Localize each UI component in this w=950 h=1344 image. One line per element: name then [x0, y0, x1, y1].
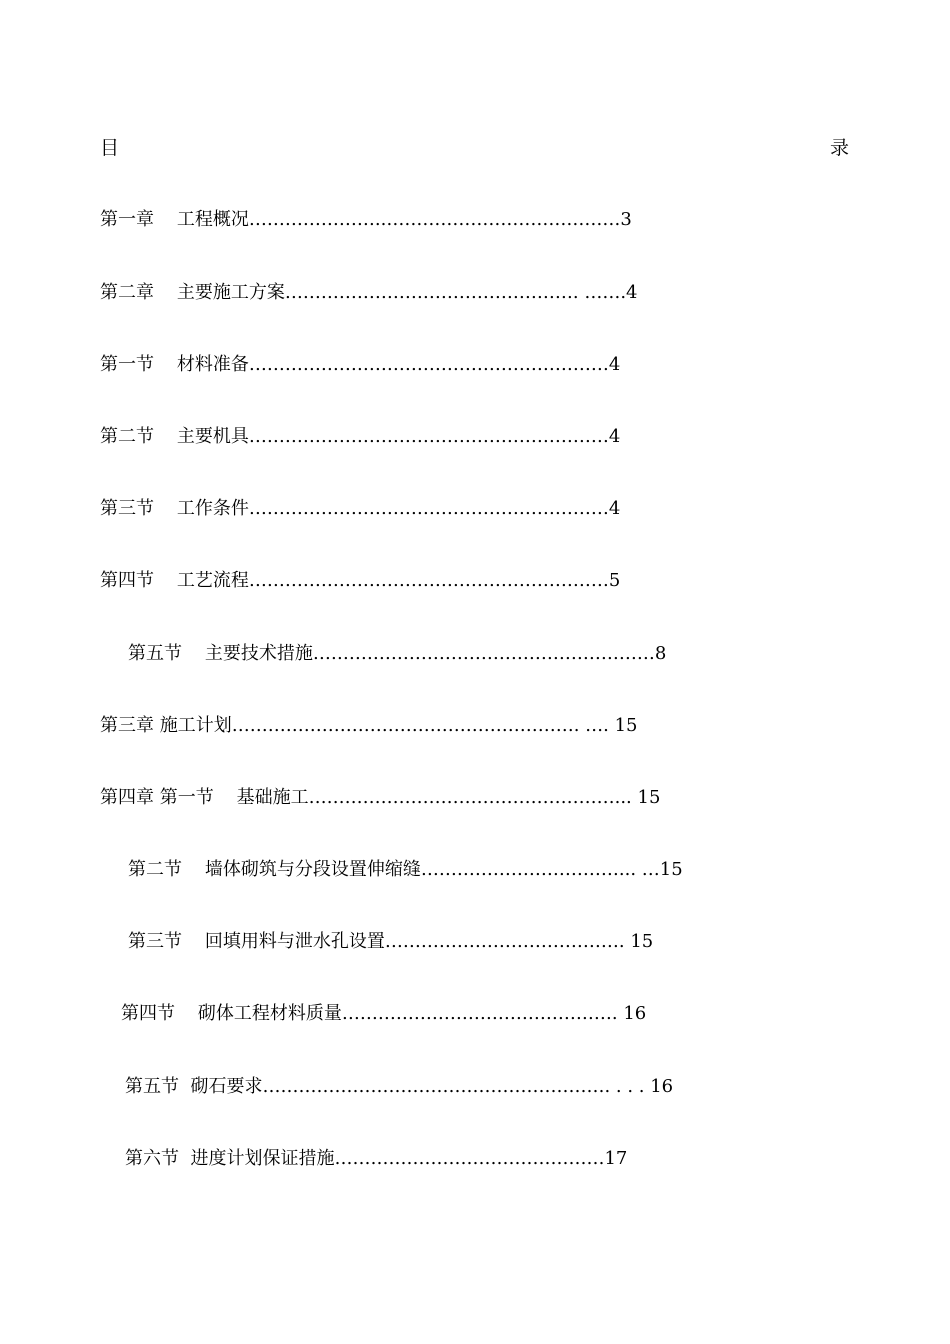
toc-entry-section-2: 第二节 主要机具……………………………………………………4	[100, 426, 621, 447]
toc-entry-chapter-4-section-2: 第二节 墙体砌筑与分段设置伸缩缝……………………………... …15	[128, 859, 683, 880]
toc-entry-chapter-1: 第一章 工程概况…………………..…………………………………3	[100, 209, 632, 230]
toc-entry-chapter-4-section-5: 第五节 砌石要求…………………………………………………. . . . 16	[125, 1076, 674, 1097]
toc-entry-chapter-4-section-4: 第四节 砌体工程材料质量………………………………………. 16	[121, 1003, 647, 1024]
toc-entry-section-3: 第三节 工作条件……………………………………………………4	[100, 498, 621, 519]
toc-entry-section-4: 第四节 工艺流程……………………………………………………5	[100, 570, 621, 591]
toc-entry-section-5: 第五节 主要技术措施…………………………………………………8	[128, 643, 667, 664]
toc-heading-right: 录	[830, 137, 850, 159]
toc-entry-chapter-4-section-6: 第六节 进度计划保证措施………………………………………17	[125, 1148, 628, 1169]
toc-entry-chapter-2: 第二章 主要施工方案…………………………………………. …….4	[100, 282, 638, 303]
toc-entry-section-1: 第一节 材料准备……………………………………………………4	[100, 354, 621, 375]
toc-entry-chapter-4-section-3: 第三节 回填用料与泄水孔设置…………………………………. 15	[128, 931, 654, 952]
toc-entry-chapter-3: 第三章 施工计划…………………………………………………. …. 15	[100, 715, 638, 736]
toc-entry-chapter-4-section-1: 第四章 第一节 基础施工……………………………………………... 15	[100, 787, 661, 808]
toc-heading-left: 目	[100, 137, 120, 159]
